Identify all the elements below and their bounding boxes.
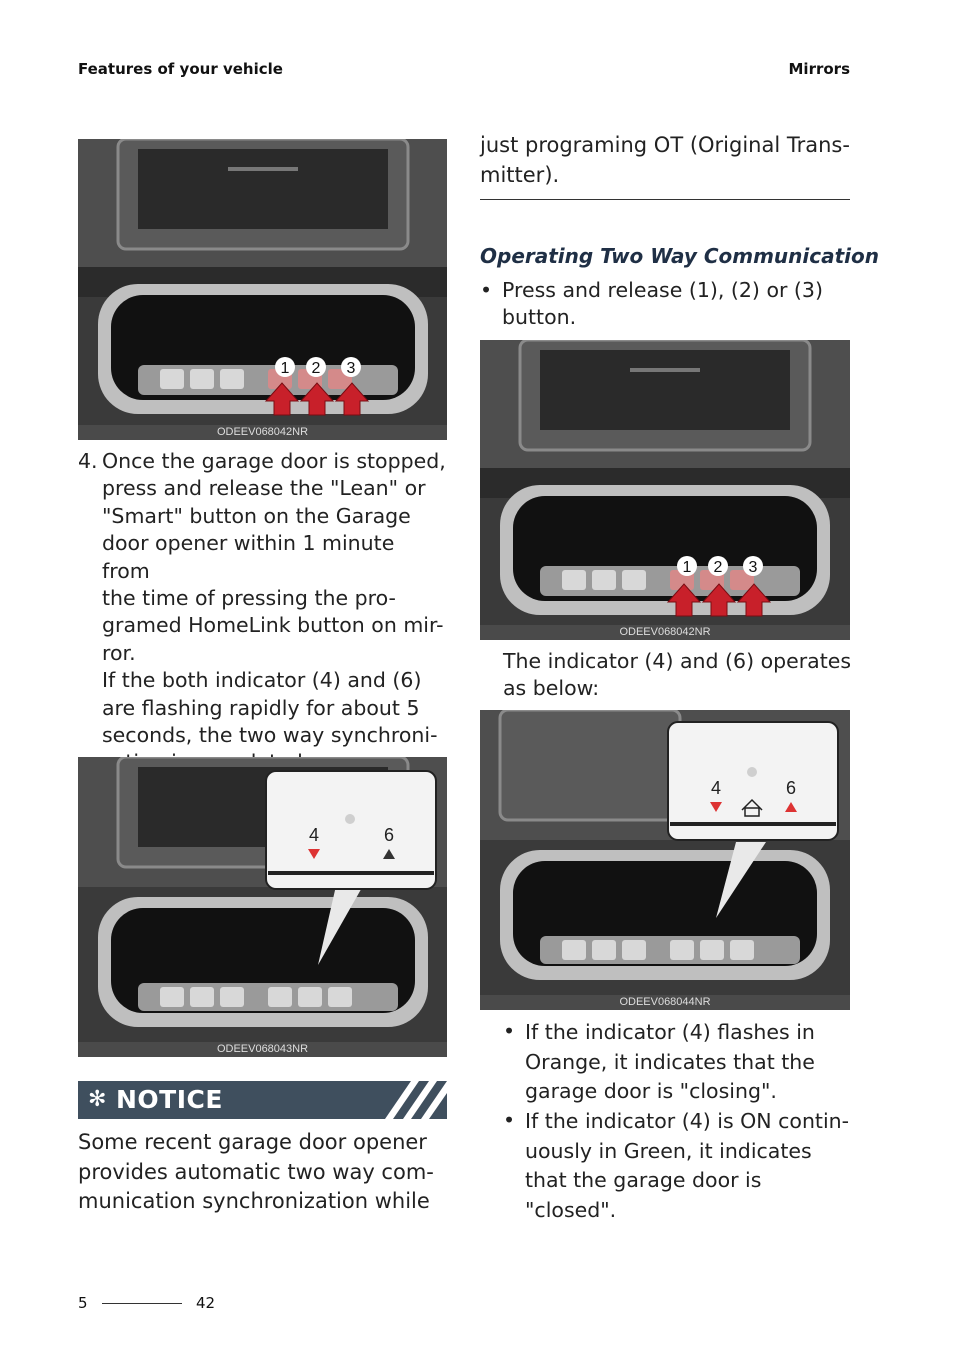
bullet-line: uously in Green, it indicates — [525, 1138, 812, 1163]
notice-body — [78, 1128, 448, 1217]
step-line: ror. — [102, 640, 136, 665]
mirror-buttons-illustration — [480, 340, 850, 640]
indicator-intro — [503, 648, 853, 703]
callout-3 — [743, 556, 763, 576]
bullet-dot: • — [480, 278, 493, 302]
sub-bullet-item — [503, 1018, 853, 1107]
red-arrows — [668, 584, 770, 616]
footer-divider — [102, 1303, 182, 1304]
bullet-line: If the indicator (4) flashes in — [525, 1020, 815, 1044]
footer-section-number: 5 — [78, 1294, 88, 1312]
notice-star-icon: ✻ — [88, 1087, 107, 1112]
callout-4: 4 — [710, 778, 722, 798]
step-4 — [78, 448, 448, 777]
step-line: door opener within 1 minute from — [102, 531, 395, 583]
figure-code: ODEEV068043NR — [78, 1042, 447, 1057]
figure-code: ODEEV068042NR — [78, 425, 447, 440]
step-line: Once the garage door is stopped, — [102, 449, 446, 473]
indicator-zoom-illustration — [78, 757, 447, 1057]
figure-indicator-zoom-2 — [480, 710, 850, 1010]
step-line: press and release the "Lean" or — [102, 476, 426, 501]
running-header-section: Features of your vehicle — [78, 60, 283, 78]
notice-banner — [78, 1081, 447, 1119]
step-line: gramed HomeLink button on mir- — [102, 613, 444, 638]
bullet-line: button. — [502, 305, 577, 330]
svg-text:3: 3 — [346, 360, 356, 377]
callout-4: 4 — [308, 825, 320, 845]
bullet-dot: • — [503, 1108, 516, 1132]
section-divider — [480, 199, 850, 200]
bullet-line: garage door is "closing". — [525, 1079, 777, 1103]
svg-text:2: 2 — [311, 360, 321, 377]
step-line: the time of pressing the pro- — [102, 586, 396, 611]
bullet-line: If the indicator (4) is ON contin- — [525, 1109, 850, 1133]
step-line: "Smart" button on the Garage — [102, 503, 411, 528]
step-line: If the both indicator (4) and (6) — [102, 668, 422, 693]
running-header-topic: Mirrors — [788, 60, 850, 78]
continuation-line: just programing OT (Original Trans- — [480, 133, 850, 157]
callout-6: 6 — [383, 825, 395, 845]
step-line: seconds, the two way synchroni- — [102, 723, 438, 748]
section-title: Operating Two Way Communication — [480, 244, 880, 268]
footer-page-number: 42 — [196, 1294, 216, 1312]
step-number: 4. — [78, 449, 98, 473]
bullet-line: that the garage door is "closed". — [525, 1168, 762, 1222]
callout-2 — [708, 556, 728, 576]
callout-6: 6 — [785, 778, 797, 798]
red-arrows — [266, 383, 368, 415]
figure-code: ODEEV068042NR — [480, 625, 850, 640]
notice-stripes-decoration — [377, 1081, 447, 1119]
callout-3 — [341, 357, 361, 377]
figure-code: ODEEV068044NR — [480, 995, 850, 1010]
bullet-line: Press and release (1), (2) or (3) — [502, 278, 823, 302]
sub-bullet-item — [503, 1107, 853, 1225]
callout-2 — [306, 357, 326, 377]
svg-text:3: 3 — [748, 559, 758, 576]
notice-line: Some recent garage door opener — [78, 1130, 427, 1154]
continuation-line: mitter). — [480, 162, 560, 187]
step-line: are flashing rapidly for about 5 — [102, 695, 420, 720]
indicator-zoom-illustration — [480, 710, 850, 1010]
notice-line: munication synchronization while — [78, 1189, 430, 1213]
svg-text:1: 1 — [280, 360, 290, 377]
bullet-dot: • — [503, 1019, 516, 1043]
notice-continuation — [480, 131, 852, 190]
figure-mirror-buttons-2 — [480, 340, 850, 640]
notice-line: provides automatic two way com- — [78, 1159, 434, 1184]
mirror-buttons-illustration — [78, 139, 447, 440]
indicator-line: as below: — [503, 676, 600, 701]
svg-text:2: 2 — [713, 559, 723, 576]
notice-label: NOTICE — [116, 1085, 223, 1114]
bullet-item — [480, 277, 852, 332]
callout-1 — [275, 357, 295, 377]
callout-1 — [677, 556, 697, 576]
figure-indicator-zoom — [78, 757, 447, 1057]
bullet-line: Orange, it indicates that the — [525, 1049, 815, 1074]
figure-mirror-buttons — [78, 139, 447, 440]
svg-text:1: 1 — [682, 559, 692, 576]
indicator-line: The indicator (4) and (6) operates — [503, 649, 852, 673]
